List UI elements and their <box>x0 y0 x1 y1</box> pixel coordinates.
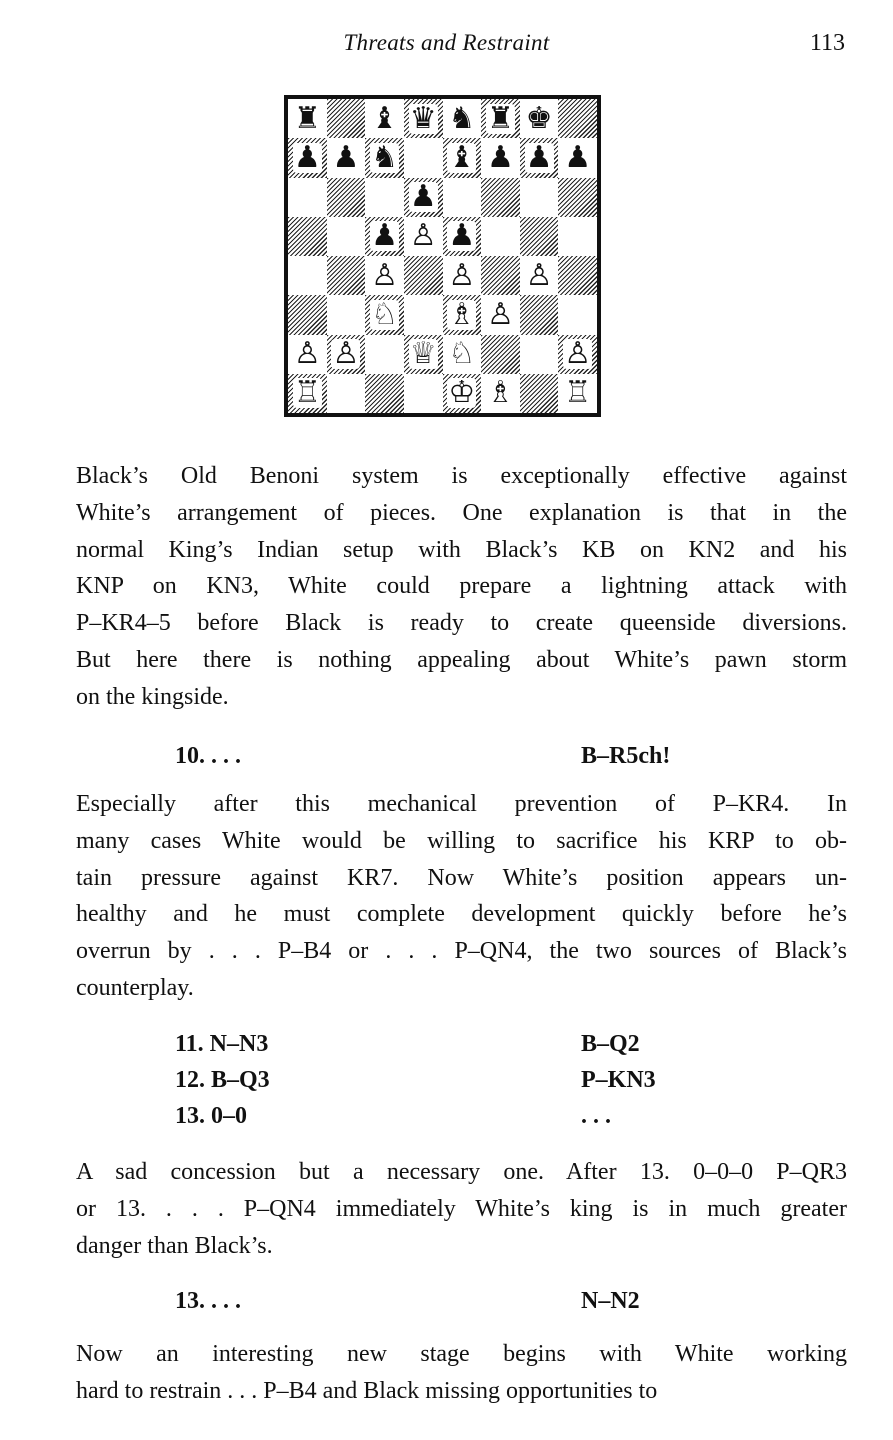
page-number: 113 <box>809 30 845 56</box>
black-piece-icon: ♟ <box>371 218 399 254</box>
black-piece-icon: ♟ <box>486 139 514 175</box>
white-piece-icon: ♘ <box>371 296 399 332</box>
board-square <box>481 256 520 295</box>
text-line: or 13. . . . P–QN4 immediately White’s king is in much greater <box>76 1195 847 1222</box>
board-square <box>443 217 482 256</box>
board-square <box>481 138 520 177</box>
black-piece-icon: ♟ <box>332 139 360 175</box>
board-square <box>404 374 443 413</box>
board-square <box>288 217 327 256</box>
board-square <box>404 178 443 217</box>
board-square <box>558 335 597 374</box>
text-line: tain pressure against KR7. Now White’s position appears un- <box>76 864 847 891</box>
black-piece-icon: ♚ <box>525 100 553 136</box>
board-square <box>365 178 404 217</box>
black-piece-icon: ♞ <box>448 100 476 136</box>
text-line: Now an interesting new stage begins with White working <box>76 1341 847 1367</box>
black-piece-icon: ♟ <box>448 218 476 254</box>
text-line: Black’s Old Benoni system is exceptionally effective against <box>76 463 847 489</box>
board-square <box>288 335 327 374</box>
white-piece-icon: ♙ <box>448 257 476 293</box>
board-square <box>558 374 597 413</box>
board-square <box>481 295 520 334</box>
black-piece-icon: ♞ <box>371 139 399 175</box>
board-square <box>558 217 597 256</box>
move-white: 13. 0–0 <box>175 1103 247 1129</box>
board-square <box>288 374 327 413</box>
move-10-black: B–R5ch! <box>581 743 671 769</box>
board-square <box>558 99 597 138</box>
text-line: on the kingside. <box>76 683 229 710</box>
paragraph-4 <box>76 1336 847 1410</box>
move-black: . . . <box>581 1103 611 1129</box>
black-piece-icon: ♝ <box>448 139 476 175</box>
board-square <box>520 99 559 138</box>
board-square <box>520 217 559 256</box>
move-black: P–KN3 <box>581 1067 656 1093</box>
chess-board <box>288 99 597 413</box>
board-square <box>558 256 597 295</box>
board-square <box>481 217 520 256</box>
board-square <box>327 374 366 413</box>
board-square <box>443 295 482 334</box>
board-square <box>520 295 559 334</box>
move-black: B–Q2 <box>581 1031 640 1057</box>
board-square <box>481 99 520 138</box>
board-square <box>558 295 597 334</box>
board-square <box>288 138 327 177</box>
board-square <box>404 295 443 334</box>
board-square <box>327 295 366 334</box>
running-header-title: Threats and Restraint <box>343 30 550 55</box>
board-square <box>327 138 366 177</box>
board-square <box>443 138 482 177</box>
white-piece-icon: ♙ <box>332 336 360 372</box>
board-square <box>288 256 327 295</box>
white-piece-icon: ♙ <box>371 257 399 293</box>
white-piece-icon: ♙ <box>525 257 553 293</box>
board-square <box>288 178 327 217</box>
text-line: many cases White would be willing to sacrifice his KRP to ob- <box>76 827 847 854</box>
board-square <box>520 256 559 295</box>
move-13-white: 13. . . . <box>175 1288 241 1314</box>
text-line: hard to restrain . . . P–B4 and Black missing opportunities to <box>76 1377 658 1404</box>
board-square <box>365 295 404 334</box>
white-piece-icon: ♙ <box>293 336 321 372</box>
text-line: A sad concession but a necessary one. After 13. 0–0–0 P–QR3 <box>76 1159 847 1185</box>
board-square <box>404 99 443 138</box>
board-square <box>365 99 404 138</box>
board-square <box>481 178 520 217</box>
text-line: Especially after this mechanical prevention of P–KR4. In <box>76 791 847 817</box>
move-10-white: 10. . . . <box>175 743 241 769</box>
text-line: But here there is nothing appealing about White’s pawn storm <box>76 646 847 673</box>
move-white: 12. B–Q3 <box>175 1067 270 1093</box>
paragraph-2 <box>76 786 847 1007</box>
white-piece-icon: ♕ <box>409 336 437 372</box>
board-square <box>288 99 327 138</box>
text-line: healthy and he must complete development quickly before he’s <box>76 901 847 928</box>
black-piece-icon: ♝ <box>371 100 399 136</box>
text-line: danger than Black’s. <box>76 1232 273 1259</box>
paragraph-3 <box>76 1154 847 1264</box>
black-piece-icon: ♟ <box>564 139 592 175</box>
black-piece-icon: ♟ <box>293 139 321 175</box>
black-piece-icon: ♜ <box>486 100 514 136</box>
board-square <box>443 178 482 217</box>
text-line: White’s arrangement of pieces. One explanation is that in the <box>76 499 847 526</box>
white-piece-icon: ♗ <box>486 375 514 411</box>
paragraph-1 <box>76 458 847 716</box>
white-piece-icon: ♘ <box>448 336 476 372</box>
board-square <box>520 335 559 374</box>
board-square <box>365 138 404 177</box>
text-line: overrun by . . . P–B4 or . . . P–QN4, the two sources of Black’s <box>76 938 847 965</box>
black-piece-icon: ♟ <box>525 139 553 175</box>
white-piece-icon: ♔ <box>448 375 476 411</box>
board-square <box>520 178 559 217</box>
board-square <box>404 217 443 256</box>
text-line: P–KR4–5 before Black is ready to create queenside diversions. <box>76 610 847 637</box>
board-square <box>481 335 520 374</box>
board-square <box>443 335 482 374</box>
board-square <box>558 138 597 177</box>
board-square <box>327 217 366 256</box>
board-square <box>404 138 443 177</box>
black-piece-icon: ♛ <box>409 100 437 136</box>
board-square <box>558 178 597 217</box>
board-square <box>520 374 559 413</box>
board-square <box>443 374 482 413</box>
board-square <box>365 335 404 374</box>
board-square <box>443 99 482 138</box>
white-piece-icon: ♗ <box>448 296 476 332</box>
white-piece-icon: ♖ <box>293 375 321 411</box>
board-square <box>443 256 482 295</box>
board-square <box>327 256 366 295</box>
board-square <box>327 178 366 217</box>
text-line: KNP on KN3, White could prepare a lightning attack with <box>76 573 847 600</box>
board-square <box>365 256 404 295</box>
white-piece-icon: ♙ <box>564 336 592 372</box>
text-line: normal King’s Indian setup with Black’s KB on KN2 and his <box>76 536 847 563</box>
white-piece-icon: ♙ <box>409 218 437 254</box>
board-square <box>327 99 366 138</box>
move-white: 11. N–N3 <box>175 1031 269 1057</box>
board-square <box>365 217 404 256</box>
black-piece-icon: ♜ <box>293 100 321 136</box>
board-square <box>520 138 559 177</box>
white-piece-icon: ♙ <box>486 296 514 332</box>
chess-diagram <box>284 95 601 417</box>
black-piece-icon: ♟ <box>409 179 437 215</box>
text-line: counterplay. <box>76 974 194 1001</box>
board-square <box>365 374 404 413</box>
board-square <box>404 335 443 374</box>
board-square <box>404 256 443 295</box>
board-square <box>481 374 520 413</box>
move-13-black: N–N2 <box>581 1288 640 1314</box>
board-square <box>327 335 366 374</box>
white-piece-icon: ♖ <box>564 375 592 411</box>
board-square <box>288 295 327 334</box>
